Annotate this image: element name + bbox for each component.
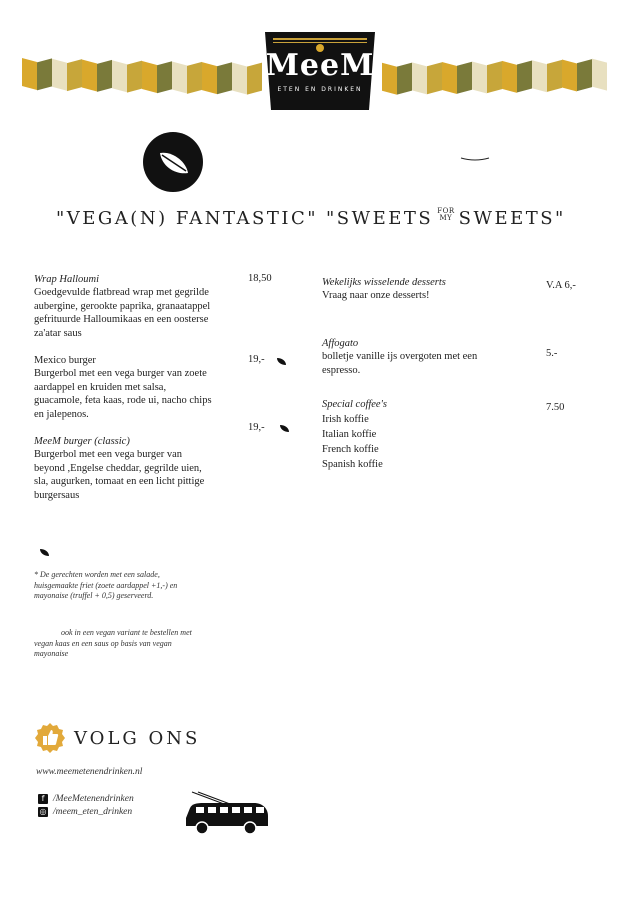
item-desc-line: Burgerbol met een vega burger van — [34, 449, 183, 461]
logo-title: MeeM — [265, 48, 375, 83]
banner-flag — [217, 62, 232, 94]
item-name: Wrap Halloumi — [34, 274, 100, 285]
banner-flag — [82, 60, 97, 92]
instagram-icon: ◎ — [39, 807, 47, 816]
item-desc-line: French koffie — [322, 444, 379, 455]
item-desc-line: Vraag naar onze desserts! — [322, 290, 430, 302]
sweets-title-start: "SWEETS — [326, 208, 434, 229]
banner-flag — [427, 62, 442, 94]
banner-flag — [547, 60, 562, 92]
item-desc-line: Burgerbol met een vega burger van zoete — [34, 368, 207, 380]
note-line: mayonaise (truffel + 0,5) geserveerd. — [34, 591, 154, 600]
trolleybus-icon — [184, 790, 270, 836]
item-desc-line: Irish koffie — [322, 414, 369, 425]
logo-subtitle: ETEN EN DRINKEN — [277, 86, 363, 93]
item-desc-line: Spanish koffie — [322, 459, 383, 470]
thumbs-up-icon — [34, 722, 66, 754]
menu-item-affogato — [322, 337, 532, 377]
facebook-handle: /MeeMetenendrinken — [53, 794, 134, 805]
note-line: * De gerechten worden met een salade, — [34, 570, 160, 579]
banner-flag — [247, 63, 262, 95]
sides-note — [34, 570, 244, 602]
item-desc-line: espresso. — [322, 364, 361, 376]
item-desc-line: aardappel en kruiden met salsa, — [34, 381, 167, 393]
note-line: vegan kaas en een saus op basis van vegan — [34, 638, 172, 648]
banner-flag — [22, 58, 37, 90]
follow-us-label: VOLG ONS — [74, 728, 201, 749]
banner-flag — [457, 62, 472, 94]
banner-flag — [487, 61, 502, 93]
menu-item-mexico-burger — [34, 354, 244, 421]
menu-item-special-coffee — [322, 397, 532, 472]
banner-flag — [472, 61, 487, 93]
item-desc-line: za'atar saus — [34, 327, 82, 339]
banner-flag — [67, 59, 82, 91]
banner-flag — [37, 58, 52, 90]
for-my-label — [437, 208, 454, 222]
banner-flag — [187, 62, 202, 94]
decorative-curve — [460, 152, 490, 162]
vegan-leaf-icon — [39, 548, 50, 557]
item-price: 19,- — [248, 354, 265, 365]
item-desc-line: beyond ,Engelse cheddar, gegrilde uien, — [34, 462, 202, 474]
menu-item-weekly-desserts — [322, 276, 532, 303]
item-price: V.A 6,- — [546, 280, 576, 291]
item-price: 5.- — [546, 348, 558, 359]
item-desc-line: aubergine, gerookte paprika, granaatappel — [34, 300, 211, 312]
item-name: Special coffee's — [322, 399, 387, 410]
facebook-icon: f — [38, 794, 48, 804]
item-desc-line: gefrituurde Halloumikaas en een oosterse — [34, 314, 209, 326]
item-desc-line: bolletje vanille ijs overgoten met een — [322, 351, 478, 363]
vegan-leaf-icon — [276, 357, 287, 366]
banner-flag — [97, 60, 112, 92]
note-line: ook in een vegan variant te bestellen met — [61, 628, 192, 637]
banner-flag — [442, 62, 457, 94]
item-name: MeeM burger (classic) — [34, 436, 130, 447]
banner-flag — [397, 63, 412, 95]
banner-flag — [532, 60, 547, 92]
vegan-leaf-icon — [279, 424, 290, 433]
banner-flag — [232, 62, 247, 94]
item-desc-line: en jalepenos. — [34, 408, 89, 420]
banner-flag — [562, 59, 577, 91]
note-line: huisgemaakte friet (zoete aardappel +1,-) en — [34, 580, 178, 590]
item-desc-line: guacamole, feta kaas, rode ui, nacho chips — [34, 395, 212, 407]
item-name: Wekelijks wisselende desserts — [322, 277, 446, 288]
banner-flag — [202, 62, 217, 94]
banner-flag — [142, 61, 157, 93]
section-title-sweets — [326, 208, 566, 229]
banner-flag — [112, 60, 127, 92]
banner-flag — [127, 61, 142, 93]
for-label: FOR — [437, 207, 455, 215]
banner-flag — [157, 61, 172, 93]
note-line: mayonaise — [34, 649, 69, 658]
item-desc-line: Italian koffie — [322, 429, 377, 440]
website-link[interactable]: www.meemetenendrinken.nl — [36, 767, 143, 777]
banner-flag — [52, 59, 67, 91]
instagram-link[interactable] — [38, 807, 132, 817]
banner-flag — [517, 61, 532, 93]
section-title-vegan: "VEGA(N) FANTASTIC" — [56, 208, 319, 229]
sweets-title-end: SWEETS" — [458, 208, 566, 229]
item-price: 19,- — [248, 422, 265, 433]
banner-flag — [412, 62, 427, 94]
banner-flag — [172, 62, 187, 94]
item-price: 7.50 — [546, 402, 565, 413]
item-price: 18,50 — [248, 273, 272, 284]
banner-flag — [502, 61, 517, 93]
item-desc-line: sla, augurken, tomaat en een licht pittige — [34, 476, 205, 488]
item-name: Affogato — [322, 338, 359, 349]
item-desc-line: Goedgevulde flatbread wrap met gegrilde — [34, 287, 209, 299]
banner-flag — [382, 63, 397, 95]
vegan-leaf-icon — [142, 131, 204, 193]
vegan-note — [34, 628, 244, 660]
banner-flag — [577, 59, 592, 91]
menu-item-meem-burger — [34, 435, 244, 502]
banner-flag — [592, 59, 607, 91]
menu-item-wrap-halloumi — [34, 273, 244, 340]
facebook-link[interactable] — [38, 794, 134, 804]
item-name: Mexico burger — [34, 355, 96, 366]
item-desc-line: burgersaus — [34, 489, 80, 501]
instagram-handle: /meem_eten_drinken — [53, 807, 133, 818]
my-label: MY — [439, 214, 453, 222]
